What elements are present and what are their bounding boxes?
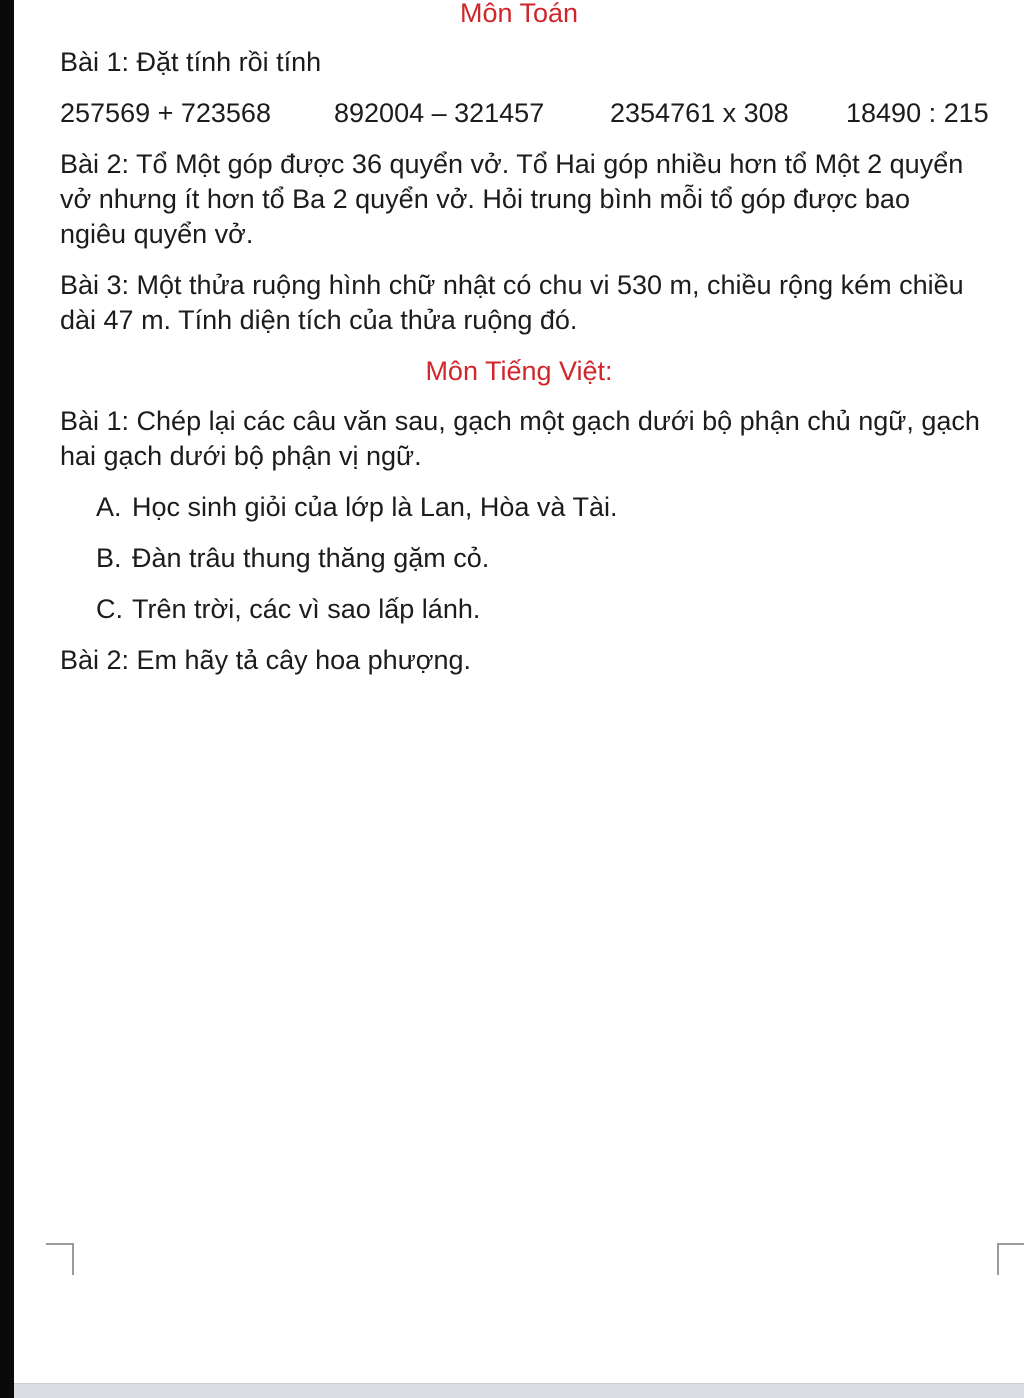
math-ex2-line-2: vở nhưng ít hơn tổ Ba 2 quyển vở. Hỏi trung bình mỗi tổ góp được bao: [60, 184, 910, 214]
option-text: Học sinh giỏi của lớp là Lan, Hòa và Tài.: [132, 492, 618, 522]
page-margin-corner-mark-left: [46, 1243, 74, 1275]
vietnamese-ex1-line-1: Bài 1: Chép lại các câu văn sau, gạch một gạch dưới bộ phận chủ ngữ, gạch: [60, 406, 980, 436]
option-b: [96, 541, 489, 576]
option-c: [96, 592, 480, 627]
math-heading: Môn Toán: [459, 0, 579, 28]
option-a: [96, 490, 617, 525]
calculation-addition: 257569 + 723568: [60, 98, 271, 128]
calculation-division: 18490 : 215: [846, 98, 989, 128]
vietnamese-ex1-line-2: hai gạch dưới bộ phận vị ngữ.: [60, 441, 422, 471]
left-screen-edge: [0, 0, 14, 1398]
option-text: Trên trời, các vì sao lấp lánh.: [132, 594, 481, 624]
option-letter: B.: [96, 543, 122, 573]
math-ex2-line-1: Bài 2: Tổ Một góp được 36 quyển vở. Tổ Hai góp nhiều hơn tổ Một 2 quyển: [60, 149, 964, 179]
math-ex3-line-1: Bài 3: Một thửa ruộng hình chữ nhật có chu vi 530 m, chiều rộng kém chiều: [60, 270, 964, 300]
option-letter: C.: [96, 594, 123, 624]
math-ex2-line-3: ngiêu quyển vở.: [60, 219, 254, 249]
page-margin-corner-mark-right: [997, 1243, 1024, 1275]
option-letter: A.: [96, 492, 122, 522]
calculation-multiplication: 2354761 x 308: [610, 98, 789, 128]
option-text: Đàn trâu thung thăng gặm cỏ.: [132, 543, 490, 573]
math-ex1-title: Bài 1: Đặt tính rồi tính: [60, 47, 322, 77]
document-page: [14, 0, 1024, 1384]
vietnamese-ex2-title: Bài 2: Em hãy tả cây hoa phượng.: [60, 645, 472, 675]
math-ex3-line-2: dài 47 m. Tính diện tích của thửa ruộng đó.: [60, 305, 578, 335]
vietnamese-heading: Môn Tiếng Việt:: [425, 356, 613, 386]
calculation-subtraction: 892004 – 321457: [334, 98, 545, 128]
bottom-scroll-bar[interactable]: [14, 1383, 1024, 1398]
